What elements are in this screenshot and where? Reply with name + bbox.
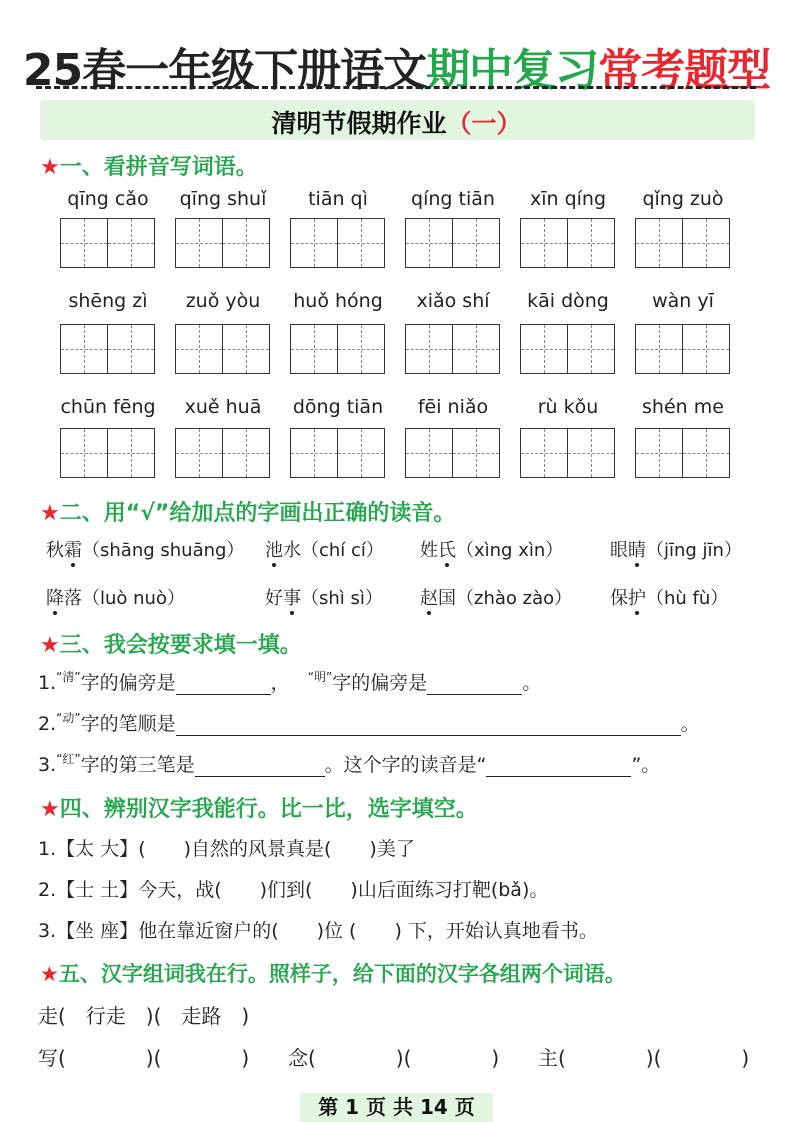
- answer-blank[interactable]: [427, 676, 522, 695]
- q4-options: 【士 土】: [56, 879, 139, 901]
- reading-item: [610, 536, 742, 562]
- subtitle-text: 清明节假期作业: [271, 109, 447, 138]
- tianzi-cell[interactable]: [636, 325, 683, 373]
- q3-text: 字的偏旁是: [332, 672, 428, 694]
- q5-example: 走( 行走 )( 走路 ): [38, 1004, 250, 1028]
- tianzi-cell[interactable]: [406, 219, 453, 267]
- tianzi-cell[interactable]: [521, 325, 568, 373]
- tianzi-box[interactable]: [405, 324, 500, 374]
- dotted-char: 氏: [438, 540, 456, 561]
- tianzi-cell[interactable]: [176, 219, 223, 267]
- tianzi-cell[interactable]: [291, 325, 338, 373]
- star-icon: ★: [40, 633, 60, 658]
- tianzi-cell[interactable]: [108, 429, 154, 477]
- tianzi-box[interactable]: [290, 218, 385, 268]
- q3-text: 字的第三笔是: [80, 754, 195, 776]
- tianzi-cell[interactable]: [61, 219, 108, 267]
- tianzi-cell[interactable]: [61, 429, 108, 477]
- word-char: 落: [64, 588, 82, 609]
- pinyin-label: qīng shuǐ: [179, 188, 267, 210]
- pinyin-label: zuǒ yòu: [185, 290, 261, 312]
- tianzi-box[interactable]: [60, 218, 155, 268]
- reading-item: [420, 584, 572, 610]
- pinyin-label: qīng cǎo: [67, 188, 149, 210]
- tianzi-box[interactable]: [635, 218, 730, 268]
- section-1-heading: [40, 150, 258, 181]
- tianzi-cell[interactable]: [176, 429, 223, 477]
- section-4-text: 四、辨别汉字我能行。比一比，选字填空。: [59, 797, 478, 822]
- pinyin-label: xīn qíng: [529, 188, 607, 210]
- q4-options: 【坐 座】: [56, 920, 139, 942]
- q3-text: 字的笔顺是: [80, 713, 176, 735]
- tianzi-box[interactable]: [635, 324, 730, 374]
- pinyin-label: rù kǒu: [537, 396, 599, 418]
- star-icon: ★: [40, 797, 60, 822]
- reading-item: [46, 536, 244, 562]
- q3-end: ”。: [631, 754, 661, 776]
- q3-char: 明: [313, 670, 326, 684]
- subtitle: [0, 104, 793, 140]
- q4-sentence: 他在靠近窗户的( )位 ( ) 下，开始认真地看书。: [138, 920, 598, 942]
- tianzi-cell[interactable]: [636, 219, 683, 267]
- q3-char: 动: [62, 711, 75, 725]
- tianzi-cell[interactable]: [406, 325, 453, 373]
- pinyin-label: kāi dòng: [527, 290, 609, 312]
- q3-line-2: 2.$^{“动”}$字的笔顺是 。: [38, 711, 700, 735]
- q4-sentence: ( )自然的风景真是( )美了: [138, 838, 415, 860]
- title-part-review: 期中复习: [426, 45, 599, 96]
- star-icon: ★: [40, 155, 60, 180]
- tianzi-box[interactable]: [60, 428, 155, 478]
- word-char: 保: [610, 588, 628, 609]
- dotted-char: 霜: [64, 540, 82, 561]
- tianzi-box[interactable]: [405, 218, 500, 268]
- q3-char: 红: [62, 752, 75, 766]
- q4-number: 3.: [38, 920, 57, 942]
- pinyin-label: chūn fēng: [60, 396, 156, 418]
- star-icon: ★: [40, 501, 60, 526]
- tianzi-cell[interactable]: [291, 429, 338, 477]
- tianzi-cell[interactable]: [453, 325, 499, 373]
- section-1-text: 一、看拼音写词语。: [59, 155, 258, 180]
- pinyin-label: huǒ hóng: [293, 290, 383, 312]
- tianzi-box[interactable]: [175, 324, 270, 374]
- reading-item: [46, 584, 185, 610]
- tianzi-cell[interactable]: [683, 219, 729, 267]
- q3-end: 。: [680, 713, 700, 735]
- tianzi-cell[interactable]: [636, 429, 683, 477]
- tianzi-cell[interactable]: [61, 325, 108, 373]
- pinyin-label: shēng zì: [68, 290, 148, 312]
- tianzi-cell[interactable]: [453, 219, 499, 267]
- q4-number: 2.: [38, 879, 57, 901]
- dotted-char: 降: [46, 588, 64, 609]
- page-footer: 第 1 页 共 14 页: [300, 1093, 493, 1122]
- title-underline: [36, 86, 756, 89]
- dotted-char: 池: [265, 540, 283, 561]
- tianzi-box[interactable]: [60, 324, 155, 374]
- pinyin-label: wàn yī: [652, 290, 714, 312]
- pinyin-label: shén me: [642, 396, 724, 418]
- answer-blank[interactable]: [176, 717, 681, 736]
- tianzi-cell[interactable]: [568, 429, 614, 477]
- q4-line-3: [38, 916, 598, 943]
- tianzi-cell[interactable]: [223, 219, 269, 267]
- tianzi-cell[interactable]: [176, 325, 223, 373]
- q3-sep: ，: [270, 672, 290, 694]
- pinyin-label: tiān qì: [308, 188, 368, 210]
- word-char: 姓: [420, 540, 438, 561]
- pinyin-label: dōng tiān: [292, 396, 384, 418]
- tianzi-cell[interactable]: [521, 429, 568, 477]
- tianzi-box[interactable]: [520, 428, 615, 478]
- pinyin-options[interactable]: （shāng shuāng）: [82, 540, 245, 561]
- q3-line-1: 1.$^{“清”}$字的偏旁是 ， $^{“明”}$字的偏旁是 。: [38, 670, 542, 694]
- tianzi-box[interactable]: [520, 324, 615, 374]
- tianzi-cell[interactable]: [338, 219, 384, 267]
- word-char: 水: [283, 540, 301, 561]
- star-icon: ★: [40, 962, 59, 986]
- word-char: 国: [438, 588, 456, 609]
- pinyin-label: xuě huā: [184, 396, 262, 418]
- tianzi-cell[interactable]: [338, 325, 384, 373]
- section-3-heading: [40, 628, 302, 659]
- pinyin-options[interactable]: （chí cí）: [301, 540, 384, 561]
- pinyin-options[interactable]: （hù fù）: [646, 588, 729, 609]
- reading-item: [265, 584, 383, 610]
- section-5-text: 五、汉字组词我在行。照样子，给下面的汉字各组两个词语。: [58, 962, 626, 986]
- q5-item-xie: 写( )( ): [38, 1046, 250, 1070]
- q3-text: 字的偏旁是: [80, 672, 176, 694]
- answer-blank[interactable]: [195, 758, 325, 777]
- tianzi-cell[interactable]: [223, 325, 269, 373]
- reading-item: [420, 536, 563, 562]
- section-3-text: 三、我会按要求填一填。: [59, 633, 302, 658]
- tianzi-cell[interactable]: [223, 429, 269, 477]
- q4-line-2: [38, 875, 548, 902]
- tianzi-cell[interactable]: [683, 325, 729, 373]
- q5-item-nian: 念( )( ): [288, 1046, 500, 1070]
- pinyin-options[interactable]: （xìng xìn）: [456, 540, 564, 561]
- q4-number: 1.: [38, 838, 57, 860]
- q3-end: 。: [522, 672, 542, 694]
- q3-number: 3.: [38, 754, 57, 776]
- word-char: 眼: [610, 540, 628, 561]
- tianzi-cell[interactable]: [683, 429, 729, 477]
- q4-line-1: [38, 834, 415, 861]
- dotted-char: 睛: [628, 540, 646, 561]
- q5-item-zhu: 主( )( ): [538, 1046, 750, 1070]
- tianzi-cell[interactable]: [108, 219, 154, 267]
- dotted-char: 赵: [420, 588, 438, 609]
- q3-number: 2.: [38, 713, 57, 735]
- q3-text: 。这个字的读音是“: [324, 754, 487, 776]
- dotted-char: 护: [628, 588, 646, 609]
- section-4-heading: [40, 792, 478, 823]
- pinyin-label: fēi niǎo: [417, 396, 489, 418]
- pinyin-label: xiǎo shí: [416, 290, 490, 312]
- answer-blank[interactable]: [176, 676, 271, 695]
- reading-item: [265, 536, 384, 562]
- section-2-heading: [40, 496, 455, 527]
- section-5-heading: [40, 958, 626, 988]
- pinyin-options[interactable]: （shì sì）: [301, 588, 383, 609]
- tianzi-box[interactable]: [290, 428, 385, 478]
- tianzi-cell[interactable]: [453, 429, 499, 477]
- tianzi-cell[interactable]: [568, 325, 614, 373]
- word-char: 好: [265, 588, 283, 609]
- title-part-types: 常考题型: [598, 45, 771, 96]
- pinyin-options[interactable]: （zhào zào）: [456, 588, 573, 609]
- q3-char: 清: [62, 670, 75, 684]
- title-part-grade: 25春一年级下册语文: [22, 45, 427, 96]
- tianzi-box[interactable]: [175, 218, 270, 268]
- word-char: 秋: [46, 540, 64, 561]
- tianzi-cell[interactable]: [291, 219, 338, 267]
- tianzi-box[interactable]: [175, 428, 270, 478]
- pinyin-options[interactable]: （luò nuò）: [82, 588, 185, 609]
- pinyin-options[interactable]: （jīng jīn）: [646, 540, 742, 561]
- pinyin-label: qíng tiān: [411, 188, 495, 210]
- tianzi-box[interactable]: [520, 218, 615, 268]
- tianzi-box[interactable]: [635, 428, 730, 478]
- pinyin-label: qǐng zuò: [642, 188, 724, 210]
- tianzi-cell[interactable]: [521, 219, 568, 267]
- tianzi-cell[interactable]: [108, 325, 154, 373]
- tianzi-box[interactable]: [290, 324, 385, 374]
- dotted-char: 事: [283, 588, 301, 609]
- q4-sentence: 今天，战( )们到( )山后面练习打靶(bǎ)。: [138, 879, 549, 901]
- section-2-text: 二、用“√”给加点的字画出正确的读音。: [59, 501, 456, 526]
- subtitle-number: （一）: [446, 109, 522, 138]
- q4-options: 【太 大】: [56, 838, 139, 860]
- tianzi-cell[interactable]: [406, 429, 453, 477]
- reading-item: [610, 584, 728, 610]
- tianzi-box[interactable]: [405, 428, 500, 478]
- q3-number: 1.: [38, 672, 57, 694]
- answer-blank[interactable]: [486, 758, 631, 777]
- q3-line-3: 3.$^{“红”}$字的第三笔是 。这个字的读音是“ ”。: [38, 752, 661, 776]
- tianzi-cell[interactable]: [338, 429, 384, 477]
- tianzi-cell[interactable]: [568, 219, 614, 267]
